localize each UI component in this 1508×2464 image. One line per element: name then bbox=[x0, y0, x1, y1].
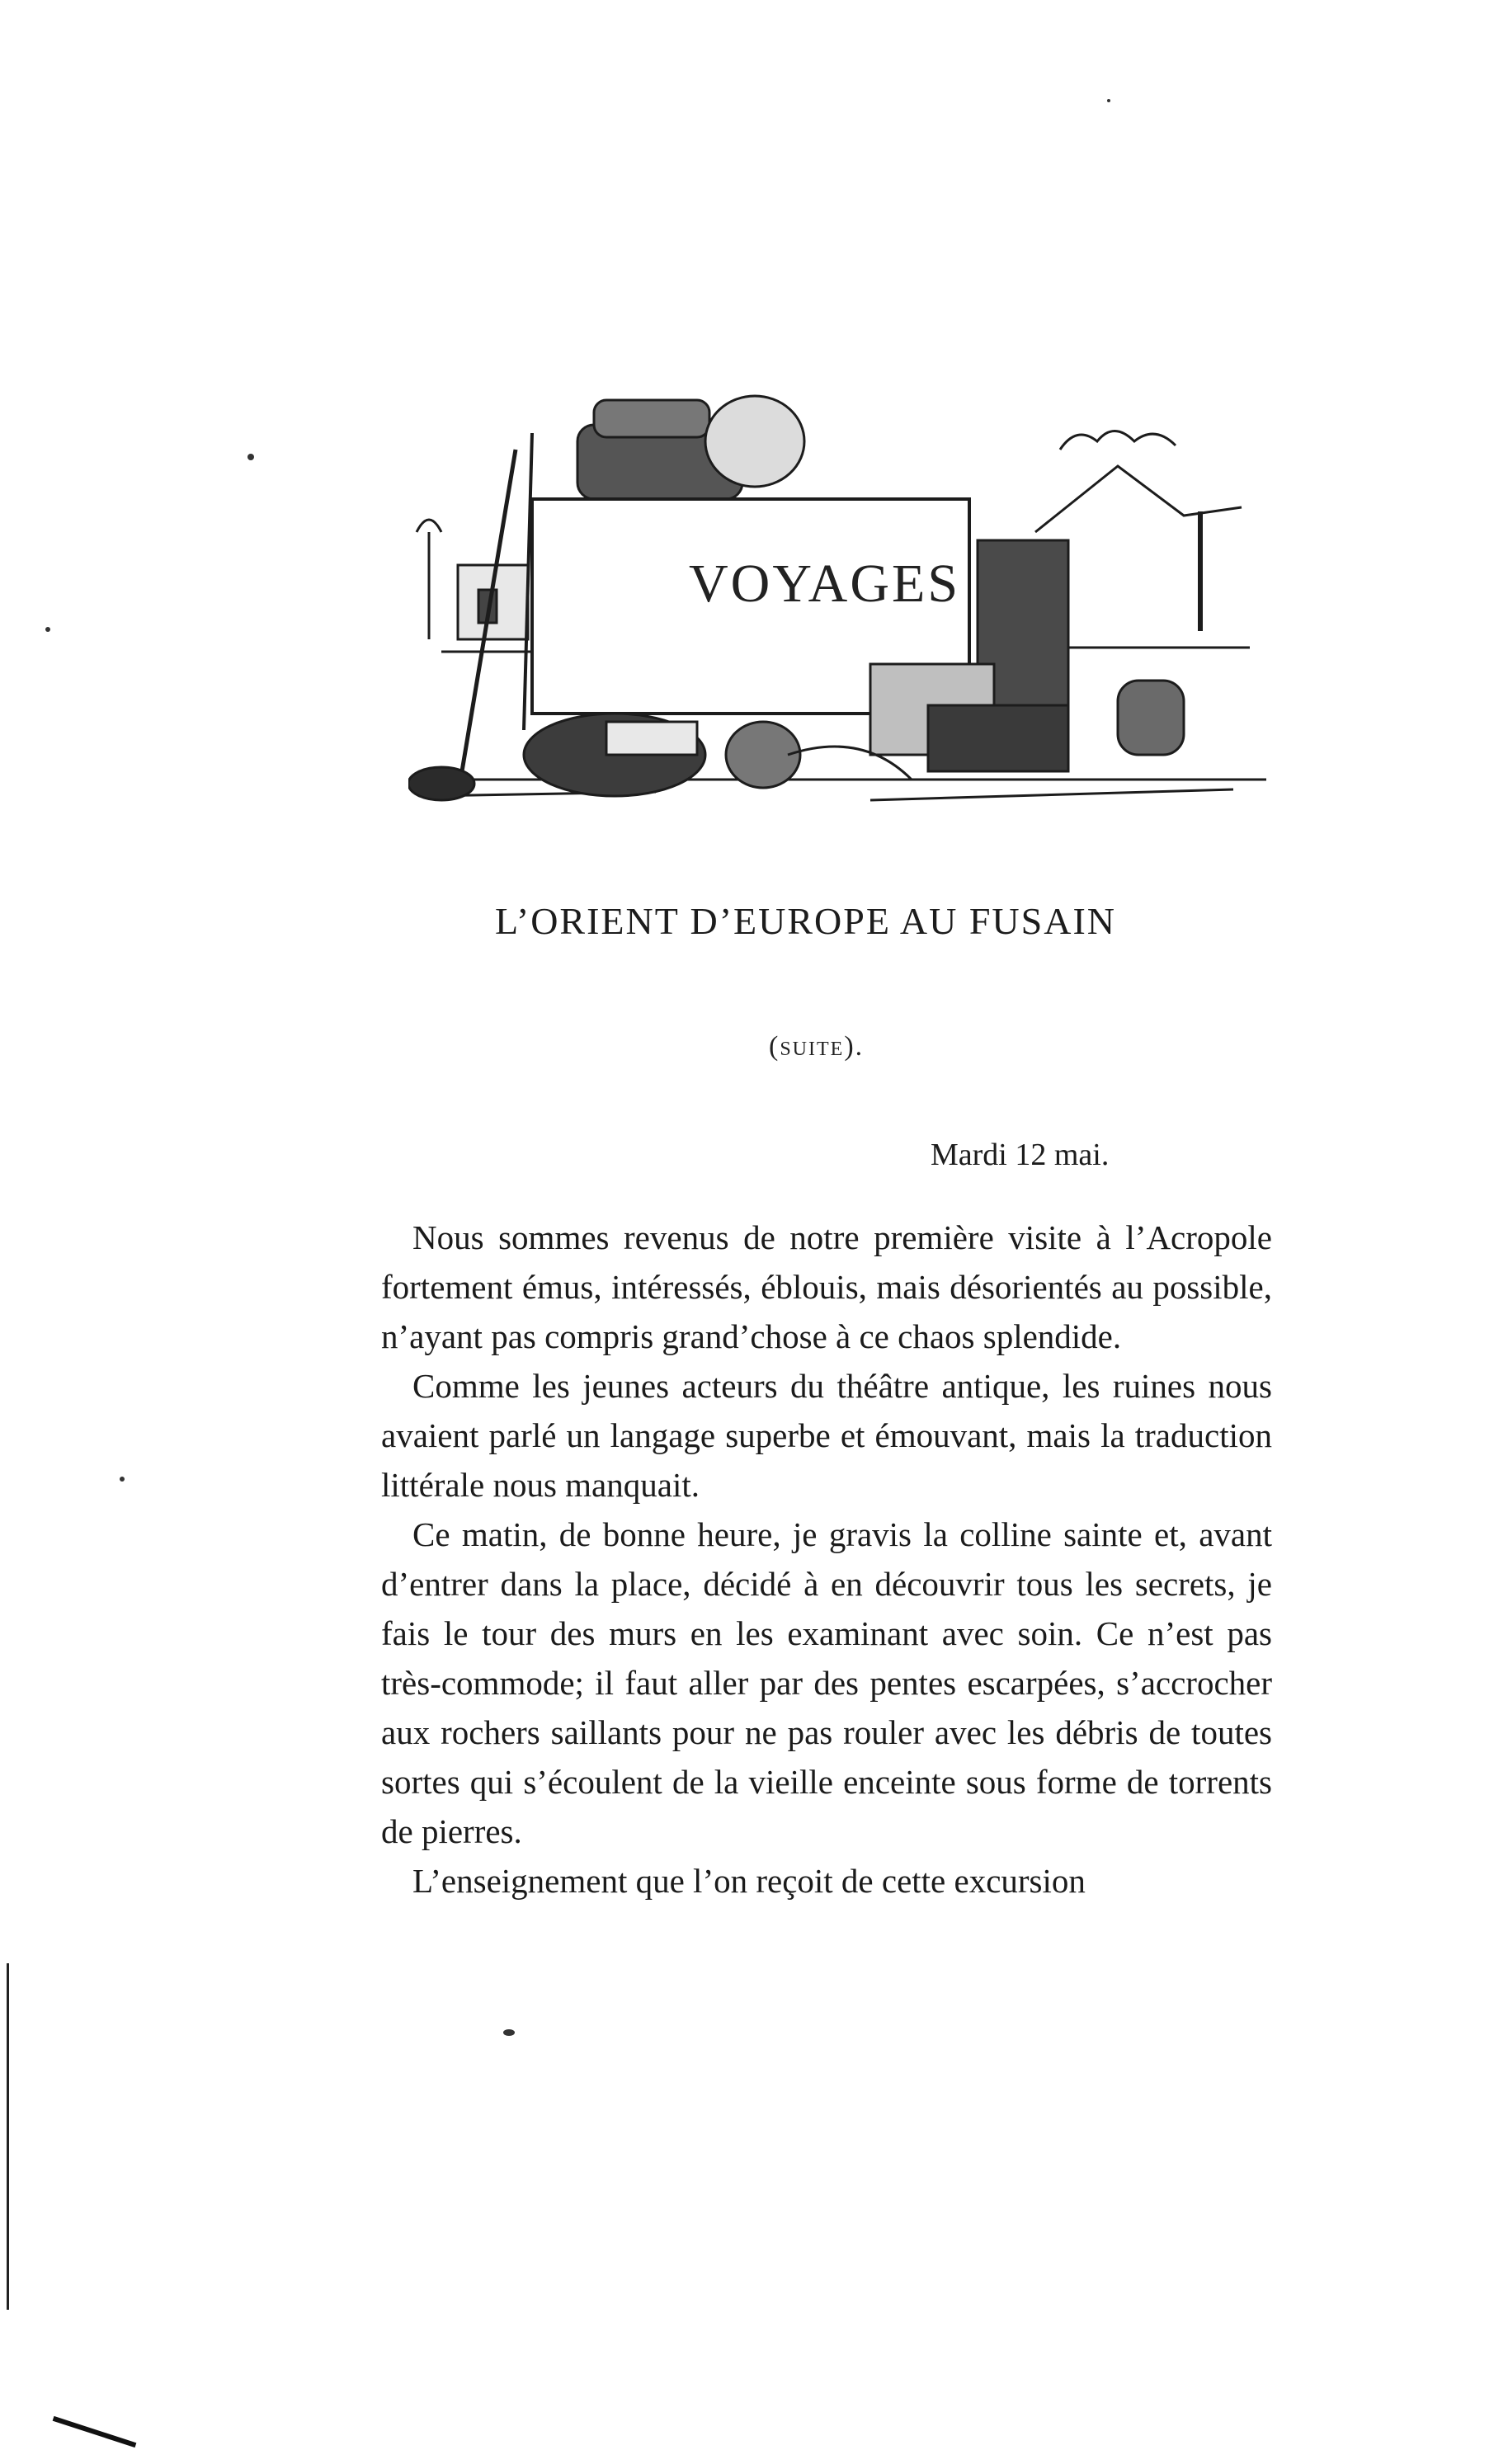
article-body bbox=[381, 1213, 1272, 1906]
voyages-headpiece-illustration bbox=[408, 367, 1266, 829]
scan-speck bbox=[247, 454, 254, 460]
paragraph: Comme les jeunes acteurs du théâtre antique, les ruines nous avaient parlé un langage superbe et émouvant, mais la traduction littérale nous manquait. bbox=[381, 1367, 1272, 1504]
scan-speck bbox=[45, 627, 50, 632]
scan-speck bbox=[120, 1477, 125, 1482]
paragraph: Nous sommes revenus de notre première visite à l’Acropole fortement émus, intéressés, éblouis, mais désorientés au possible, n’ayant pas compris grand’chose à ce chaos splendide. bbox=[381, 1218, 1272, 1355]
article-subtitle: (suite). bbox=[769, 1031, 865, 1062]
scan-scratch bbox=[53, 2416, 137, 2448]
paragraph: L’enseignement que l’on reçoit de cette excursion bbox=[412, 1862, 1086, 1900]
page-edge-line bbox=[7, 1963, 9, 2310]
paragraph: Ce matin, de bonne heure, je gravis la colline sainte et, avant d’entrer dans la place, décidé à en découvrir tous les secrets, je fais le tour des murs en les examinant avec soin. Ce n’est pas très-commode; il faut aller par des pentes escarpées, s’accrocher aux rochers saillants pour ne pas rouler avec les débris de toutes sortes qui s’écoulent de la vieille enceinte sous forme de torrents de pierres. bbox=[381, 1515, 1272, 1850]
headpiece-title: VOYAGES bbox=[689, 554, 961, 614]
article-title: L’ORIENT D’EUROPE AU FUSAIN bbox=[495, 900, 1116, 942]
scan-speck bbox=[503, 2029, 515, 2036]
scan-speck bbox=[1107, 99, 1110, 102]
dateline: Mardi 12 mai. bbox=[931, 1138, 1110, 1172]
